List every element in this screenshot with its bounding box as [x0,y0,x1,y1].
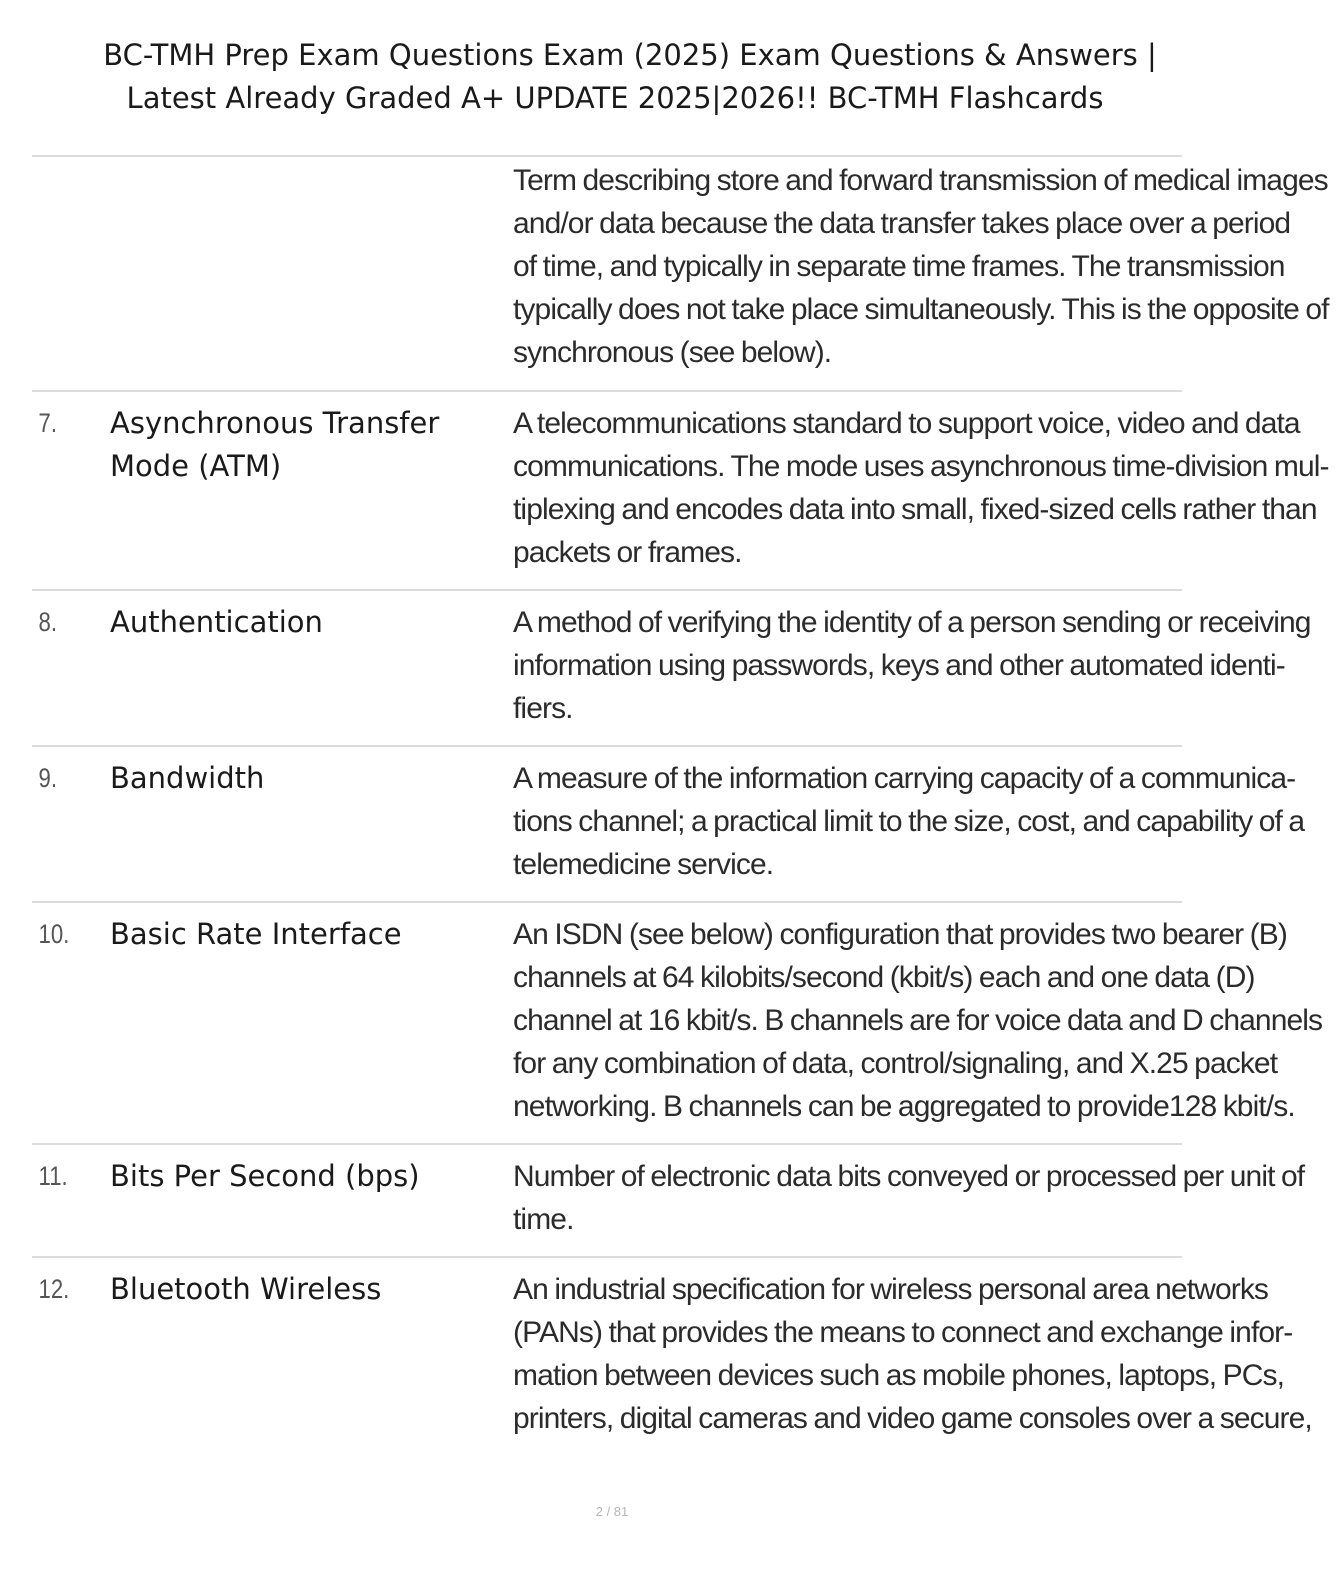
term-line: Mode (ATM) [110,449,282,483]
definition-line: channels at 64 kilobits/second (kbit/s) each and one data (D) [513,961,1255,994]
glossary-row-10 [32,903,1323,1145]
entry-number: 7. [38,408,58,438]
entry-number: 9. [38,763,58,793]
entry-definition [513,402,1339,574]
definition-line: telemedicine service. [513,848,774,881]
entry-definition [513,1155,1314,1241]
definition-line: tiplexing and encodes data into small, fixed-sized cells rather than [513,493,1317,526]
term-line: Bits Per Second (bps) [110,1159,420,1193]
glossary-row-9 [32,747,1305,903]
document-title-line-1: BC-TMH Prep Exam Questions Exam (2025) Exam Questions & Answers | [103,38,1157,72]
definition-line: printers, digital cameras and video game consoles over a secure, [513,1402,1312,1435]
glossary-table [32,155,1329,1455]
definition-line: An industrial specification for wireless personal area networks [513,1273,1269,1306]
term-line: Basic Rate Interface [110,917,402,951]
definition-line: for any combination of data, control/signaling, and X.25 packet [513,1047,1278,1080]
glossary-row-continued [32,157,1329,392]
entry-definition [513,757,1314,886]
definition-line: tions channel; a practical limit to the size, cost, and capability of a [513,805,1305,838]
definition-line: (PANs) that provides the means to connect and exchange infor- [513,1316,1293,1349]
entry-term [110,1155,513,1198]
entry-term [110,601,513,644]
entry-definition [513,1268,1322,1440]
term-line: Authentication [110,605,323,639]
definition-line: fiers. [513,692,573,725]
term-line: Asynchronous Transfer [110,406,440,440]
glossary-row-12 [32,1258,1312,1455]
entry-number: 8. [38,607,58,637]
definition-line: and/or data because the data transfer takes place over a period [513,207,1291,240]
definition-line: A method of verifying the identity of a person sending or receiving [513,606,1311,639]
page-number: 2 / 81 [595,1504,629,1519]
definition-line: typically does not take place simultaneously. This is the opposite of [513,293,1329,326]
entry-term [110,757,513,800]
definition-line: communications. The mode uses asynchronous time-division mul- [513,450,1329,483]
entry-term [110,402,513,488]
term-line: Bandwidth [110,761,265,795]
term-line: Bluetooth Wireless [110,1272,382,1306]
definition-line: An ISDN (see below) configuration that provides two bearer (B) [513,918,1287,951]
entry-number: 12. [38,1274,70,1304]
definition-line: channel at 16 kbit/s. B channels are for voice data and D channels [513,1004,1323,1037]
definition-line: of time, and typically in separate time frames. The transmission [513,250,1285,283]
definition-line: networking. B channels can be aggregated to provide128 kbit/s. [513,1090,1295,1123]
glossary-row-7 [32,392,1329,591]
glossary-row-8 [32,591,1311,747]
definition-line: mation between devices such as mobile phones, laptops, PCs, [513,1359,1285,1392]
document-title-line-2: Latest Already Graded A+ UPDATE 2025|2026!! BC-TMH Flashcards [126,81,1104,115]
glossary-row-11 [32,1145,1305,1258]
entry-term [110,1268,513,1311]
definition-line: synchronous (see below). [513,336,832,369]
definition-line: packets or frames. [513,536,742,569]
definition-line: Term describing store and forward transmission of medical images [513,164,1328,197]
entry-number: 10. [38,919,70,949]
entry-definition [513,913,1332,1128]
entry-term [110,913,513,956]
document-title [60,34,1170,120]
definition-line: information using passwords, keys and other automated identi- [513,649,1285,682]
entry-definition [513,159,1339,374]
entry-number: 11. [38,1161,68,1191]
definition-line: A measure of the information carrying capacity of a communica- [513,762,1296,795]
entry-definition [513,601,1321,730]
definition-line: A telecommunications standard to support voice, video and data [513,407,1300,440]
definition-line: time. [513,1203,574,1236]
definition-line: Number of electronic data bits conveyed or processed per unit of [513,1160,1305,1193]
